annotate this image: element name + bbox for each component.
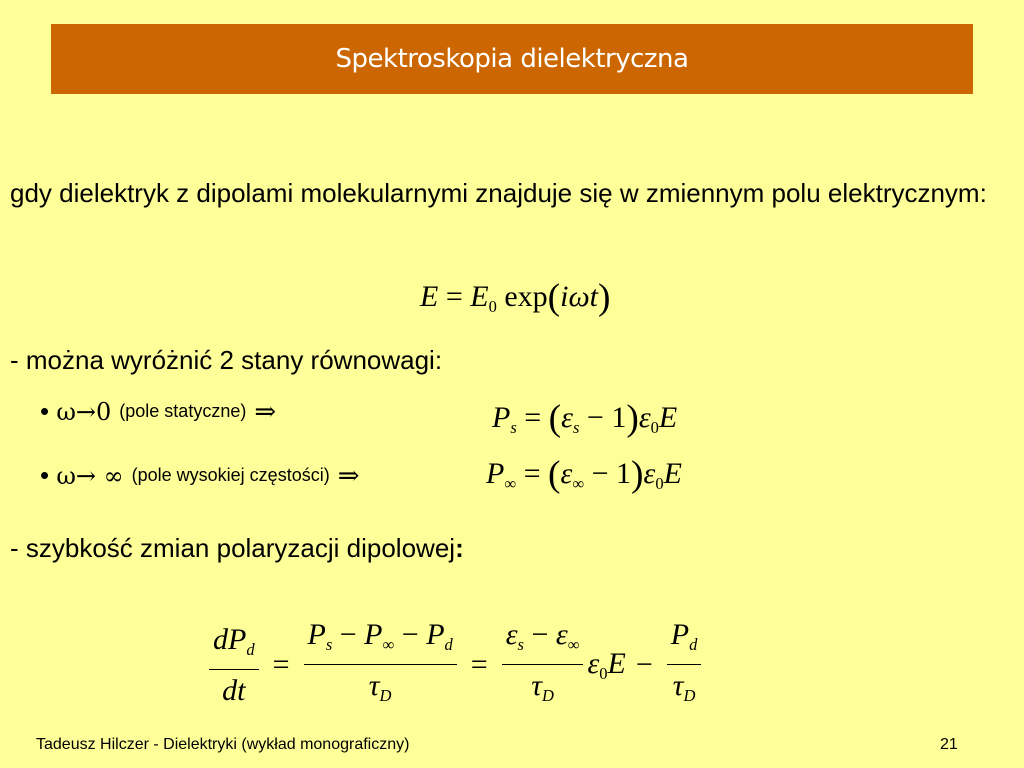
fraction-relaxation: $\frac{P_d}{\tau_D}$ [667, 618, 702, 713]
slide-title: Spektroskopia dielektryczna [335, 44, 689, 74]
bullet-dot: • [40, 460, 57, 490]
fraction-derivative: $\frac{dP_d}{dt}$ [209, 623, 259, 708]
equation-field: $E = E_0$ exp(iωt) [420, 277, 611, 318]
omega-to-infinity: ω→ ∞ [56, 461, 124, 490]
bullet-dot: • [40, 396, 57, 426]
rate-heading-text: - szybkość zmian polaryzacji dipolowej [10, 533, 456, 563]
rate-heading-colon: : [455, 533, 464, 563]
equation-static-polarization: $P_s = (\varepsilon_s - 1)\varepsilon_0E$ [492, 398, 678, 439]
bullet-high-frequency-label: (pole wysokiej częstości) [131, 465, 330, 485]
fraction-permittivity-difference: $\frac{\varepsilon_s - \varepsilon_\infty}{\tau_D}$ [502, 618, 584, 713]
bullet-static-label: (pole statyczne) [119, 401, 247, 421]
equation-polarization-rate: $\frac{dP_d}{dt}$ = $\frac{P_s - P_\infty - P_d}{\tau_D}$ = $\frac{\varepsilon_s - \varepsilon_\infty}{\tau_D}$ $\varepsilon_0E$ − $\frac{P_d}{\tau_D}$ [205, 618, 705, 713]
intro-text: gdy dielektryk z dipolami molekularnymi znajduje się w zmiennym polu elektrycznym: [10, 178, 987, 208]
fraction-polarization-difference: $\frac{P_s - P_\infty - P_d}{\tau_D}$ [304, 618, 457, 713]
implies-arrow: ⇒ [254, 396, 277, 427]
bullet-high-frequency [40, 460, 360, 491]
footer-page-number: 21 [940, 736, 958, 753]
omega-to-zero: ω→0 [56, 397, 112, 426]
states-heading: - można wyróżnić 2 stany równowagi: [10, 345, 443, 375]
slide-title-bar [51, 24, 973, 94]
implies-arrow: ⇒ [337, 460, 360, 491]
equation-high-frequency-polarization: $P_\infty = (\varepsilon_\infty - 1)\varepsilon_0E$ [486, 454, 682, 495]
footer-author: Tadeusz Hilczer - Dielektryki (wykład monograficzny) [36, 736, 410, 753]
bullet-static [40, 396, 276, 427]
rate-heading [10, 528, 464, 568]
